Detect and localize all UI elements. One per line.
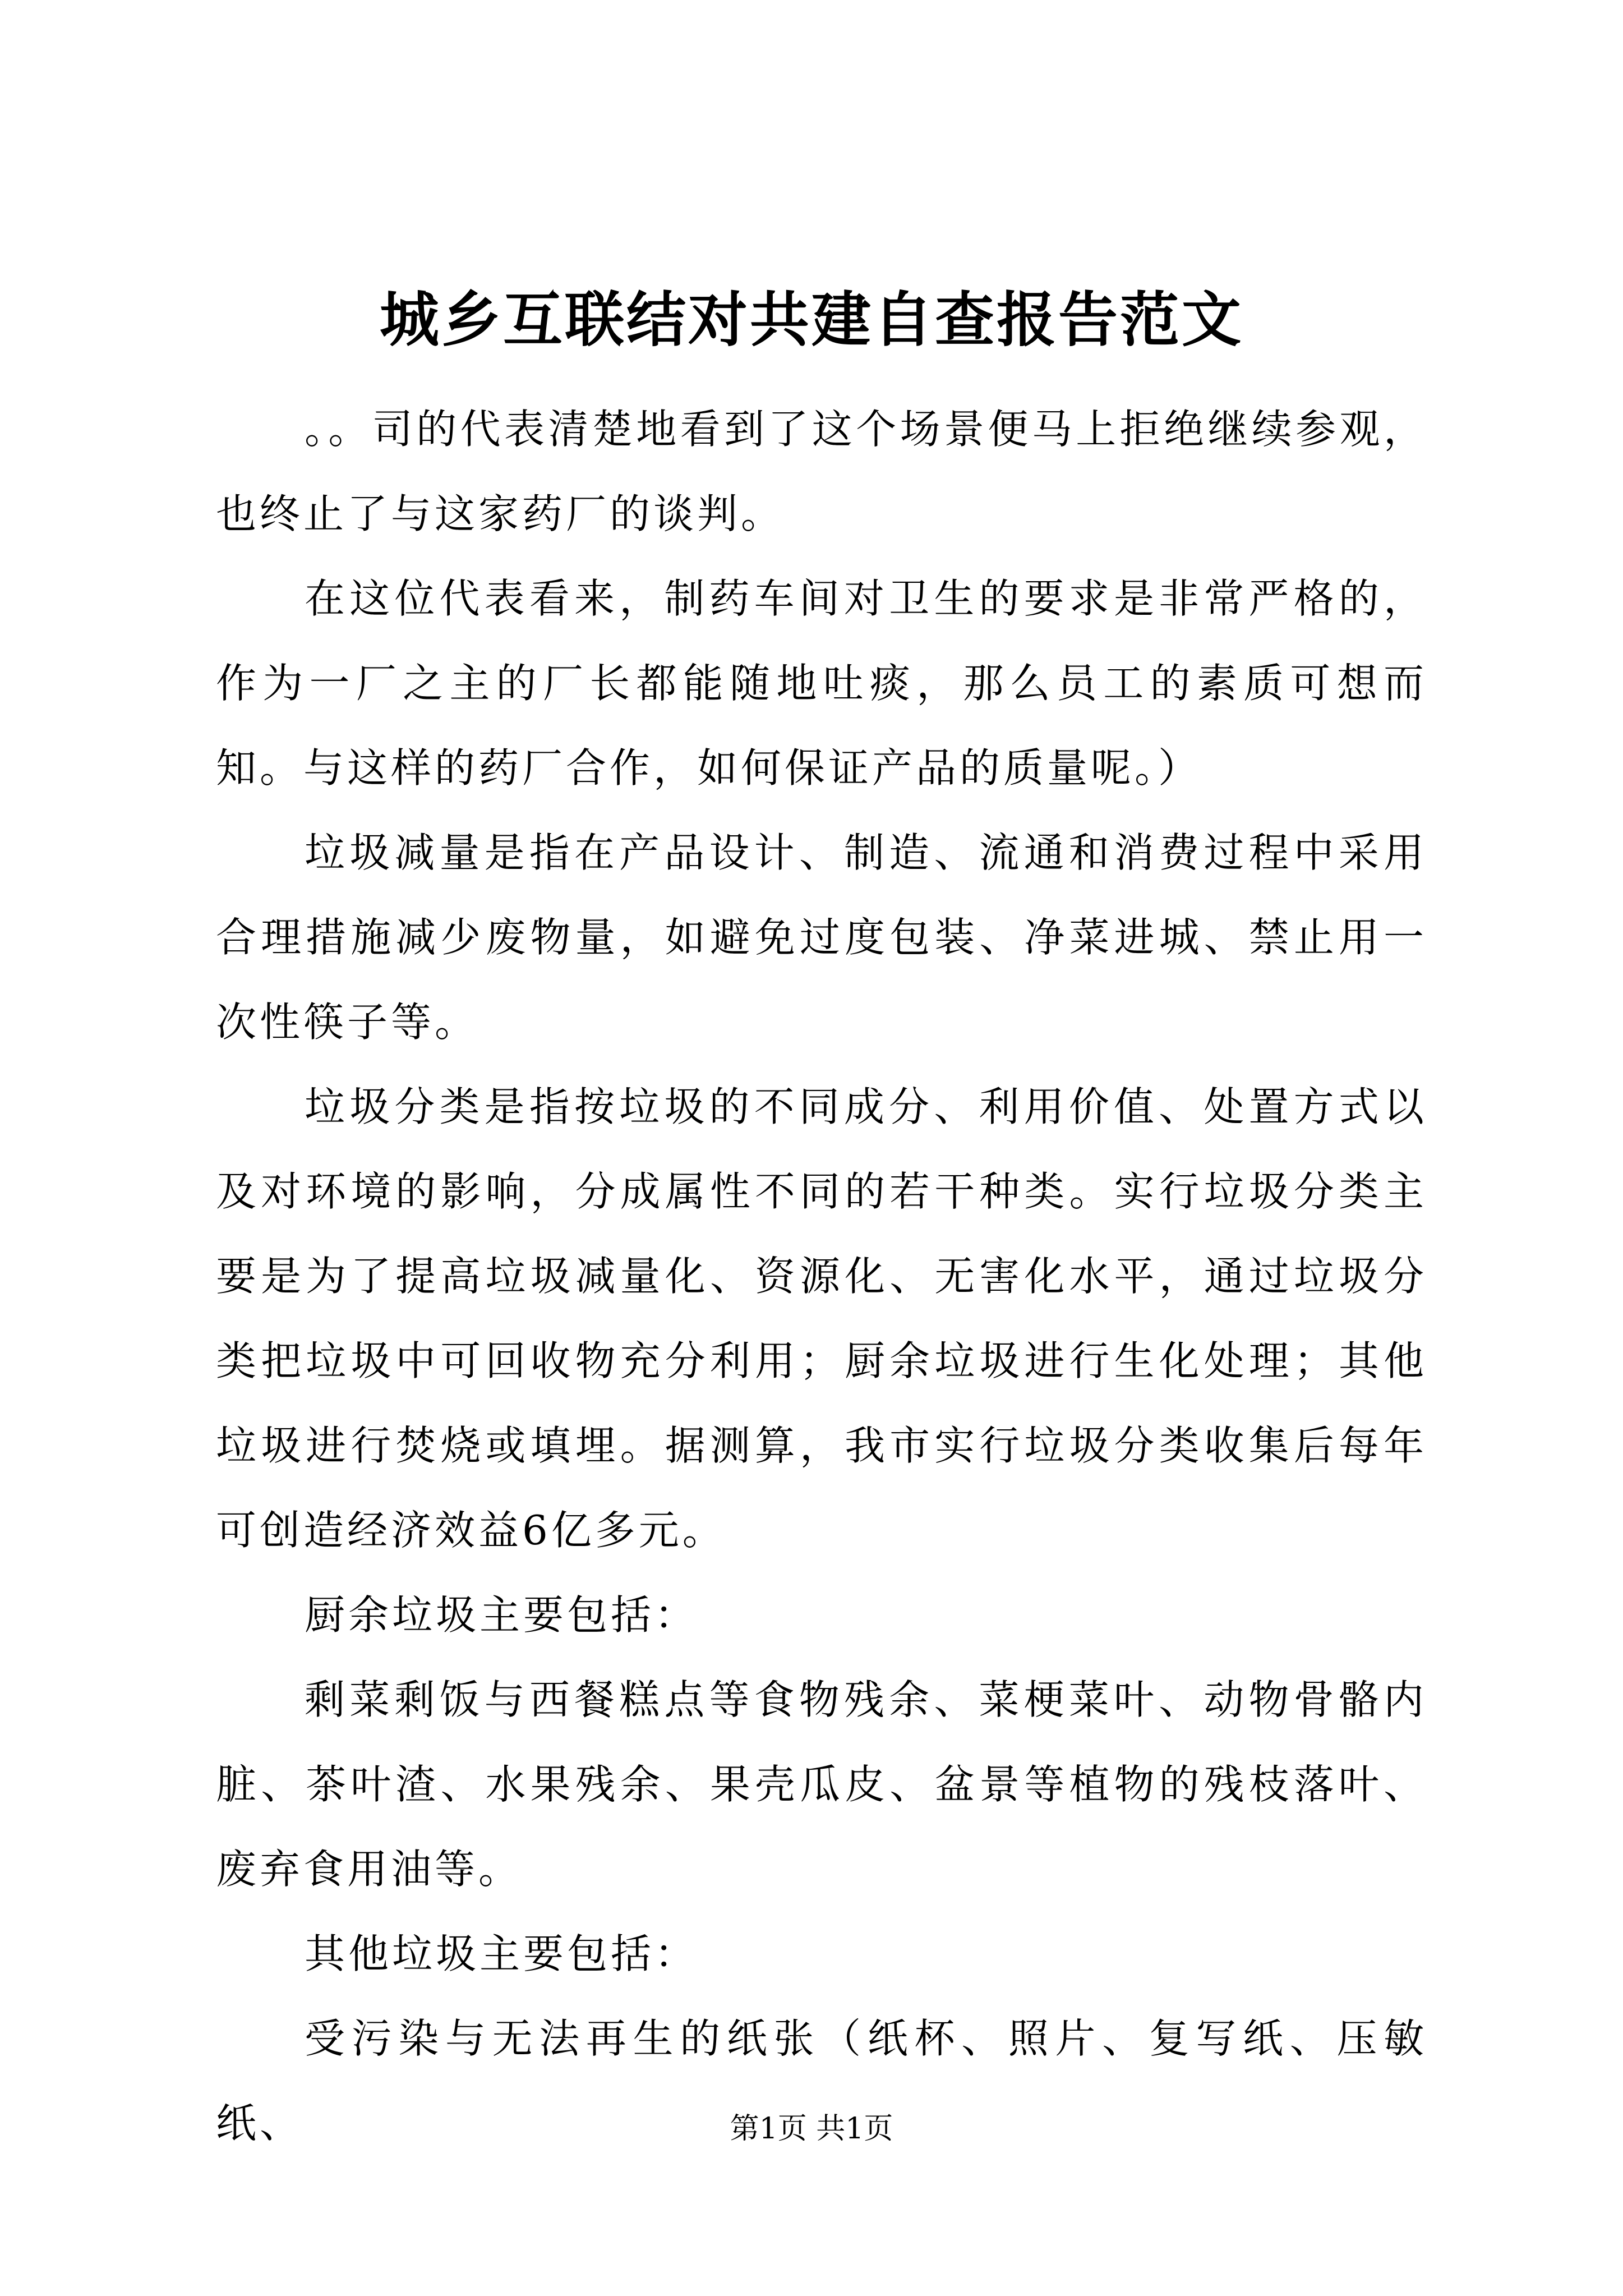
paragraph: 厨余垃圾主要包括： [305, 1591, 699, 1639]
paragraph: 剩菜剩饭与西餐糕点等食物残余、菜梗菜叶、动物骨骼内脏、茶叶渣、水果残余、果壳瓜皮、盆景等植物的残枝落叶、废弃食用油等。 [216, 1676, 1427, 1893]
paragraph: 受污染与无法再生的纸张（纸杯、照片、复写纸、压敏纸、 [216, 2015, 1427, 2147]
paragraph: 其他垃圾主要包括： [305, 1930, 699, 1977]
page-number-footer: 第1页 共1页 [730, 2112, 893, 2146]
document-body [216, 387, 1427, 2166]
paragraph: 在这位代表看来，制药车间对卫生的要求是非常严格的，作为一厂之主的厂长都能随地吐痰，那么员工的素质可想而知。与这样的药厂合作，如何保证产品的质量呢。） [216, 575, 1427, 792]
paragraph: 。。司的代表清楚地看到了这个场景便马上拒绝继续参观，也终止了与这家药厂的谈判。 [216, 406, 1427, 537]
paragraph: 垃圾分类是指按垃圾的不同成分、利用价值、处置方式以及对环境的影响，分成属性不同的若干种类。实行垃圾分类主要是为了提高垃圾减量化、资源化、无害化水平，通过垃圾分类把垃圾中可回收物充分利用；厨余垃圾进行生化处理；其他垃圾进行焚烧或填埋。据测算，我市实行垃圾分类收集后每年可创造经济效益6亿多元。 [216, 1083, 1427, 1554]
document-title: 城乡互联结对共建自查报告范文 [380, 284, 1243, 355]
paragraph: 垃圾减量是指在产品设计、制造、流通和消费过程中采用合理措施减少废物量，如避免过度包装、净菜进城、禁止用一次性筷子等。 [216, 829, 1427, 1046]
